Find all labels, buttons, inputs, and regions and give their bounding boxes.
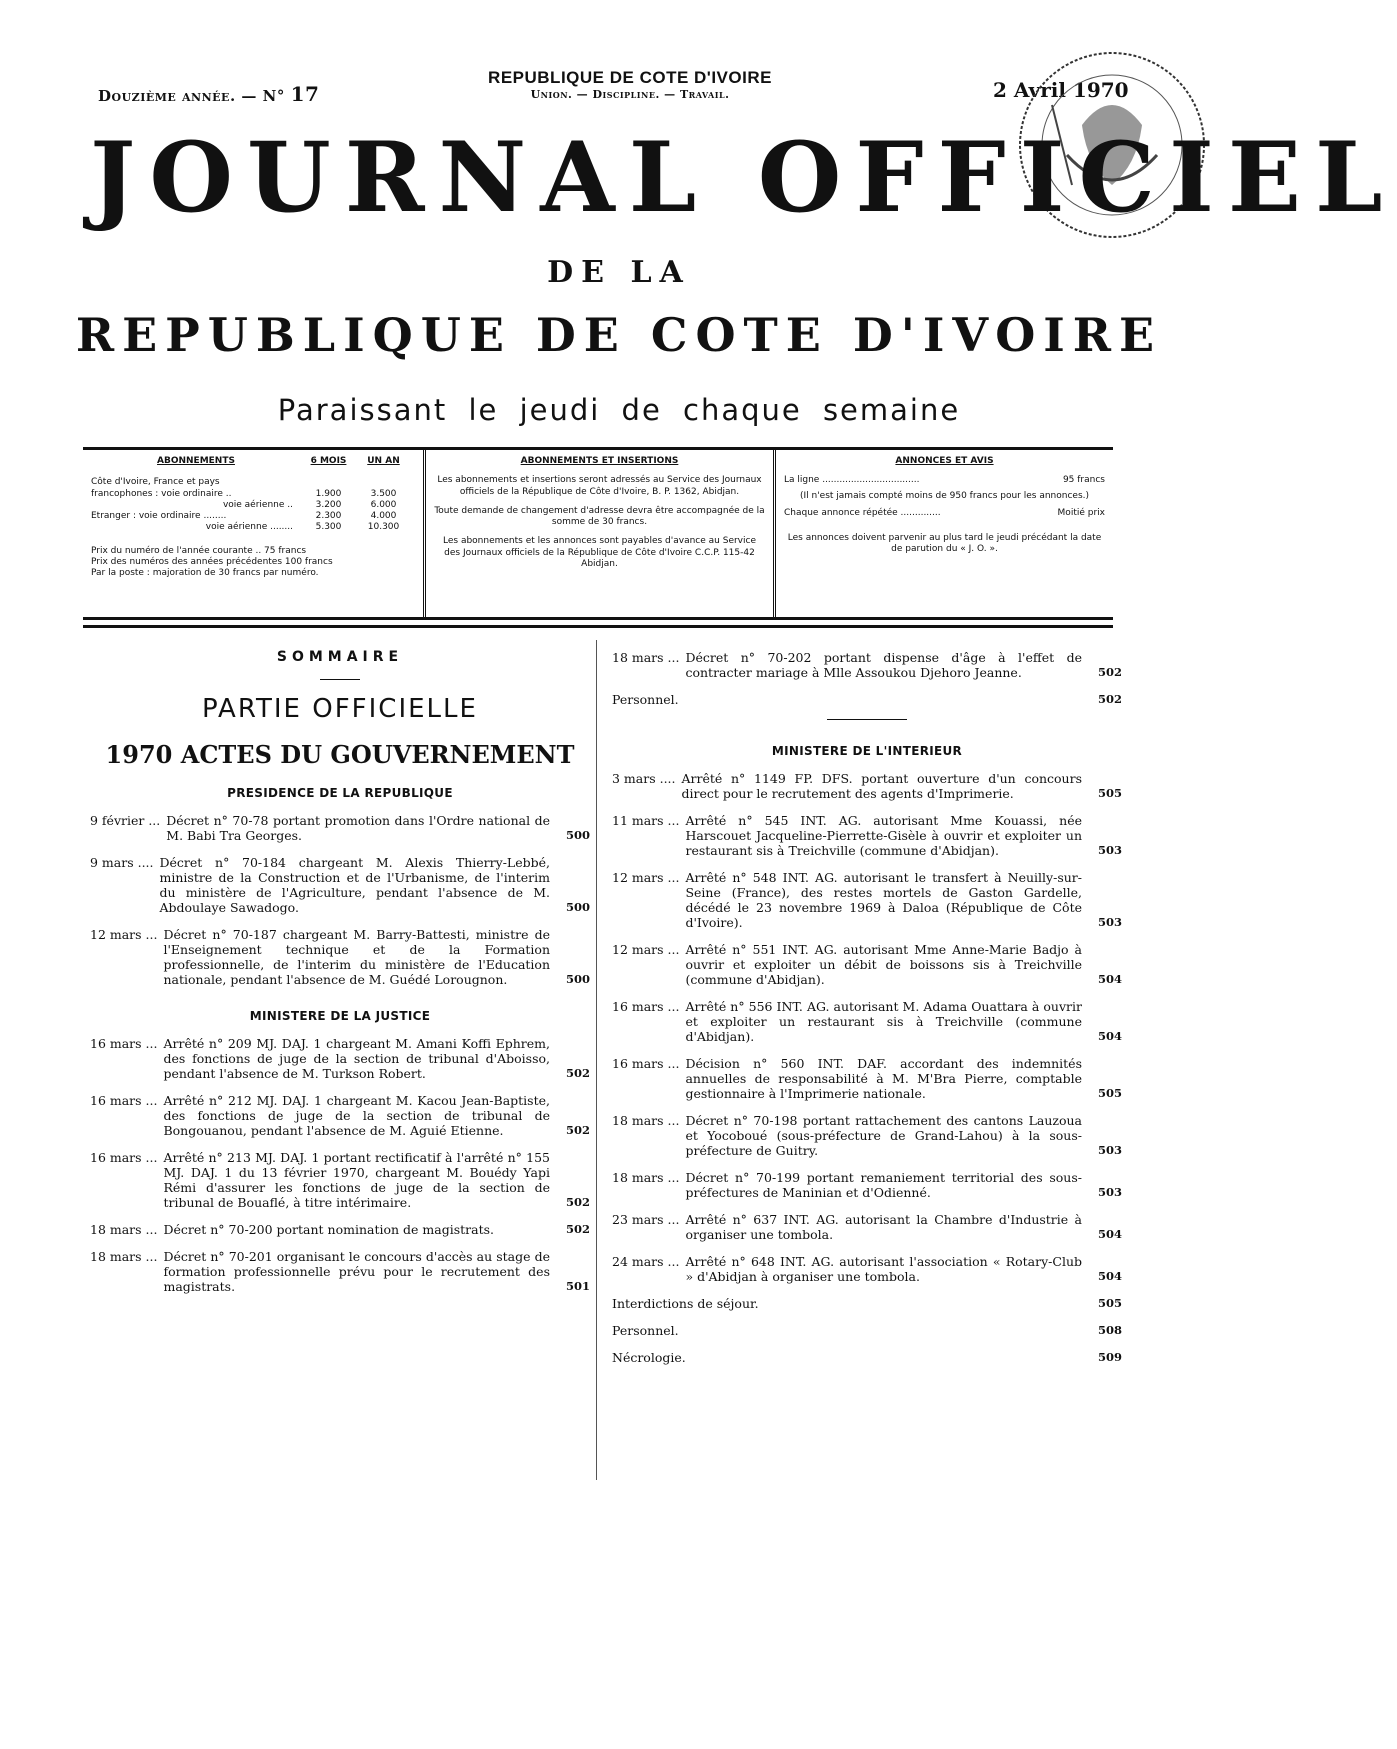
journal-title: JOURNAL OFFICIEL (90, 121, 1397, 234)
entry-text: Décret n° 70-201 organisant le concours d'accès au stage de formation professionnelle prévu pour le recrutement des magistrats. (163, 1249, 550, 1294)
entry-date: 18 mars ... (612, 1170, 680, 1185)
entry-page: 500 (565, 828, 590, 842)
list-item (90, 1036, 590, 1081)
entry-text: Décret n° 70-199 portant remaniement territorial des sous-préfectures de Maninian et d'Odienné. (685, 1170, 1082, 1200)
price-line: Prix du numéro de l'année courante .. 75 francs (91, 545, 307, 556)
list-item (612, 1170, 1122, 1200)
insertions-head: ABONNEMENTS ET INSERTIONS (520, 456, 679, 466)
entry-page: 502 (1097, 665, 1122, 679)
line-price-value: 95 francs (1062, 475, 1105, 486)
list-item (612, 1212, 1122, 1242)
issue-prices (91, 546, 415, 580)
entry-date: 11 mars ... (612, 813, 680, 828)
entry-page: 505 (1097, 1086, 1122, 1100)
entry-text: Décret n° 70-202 portant dispense d'âge à l'effet de contracter mariage à Mlle Assoukou Djehoro Jeanne. (685, 650, 1082, 680)
republic-name: REPUBLIQUE DE COTE D'IVOIRE (488, 68, 772, 87)
journal-de-la: DE LA (547, 255, 691, 290)
entry-text: Arrêté n° 648 INT. AG. autorisant l'association « Rotary-Club » d'Abidjan à organiser une tombola. (685, 1254, 1082, 1284)
rate-row (91, 511, 415, 522)
entry-date: 12 mars ... (612, 942, 680, 957)
entry-page: 501 (565, 1279, 590, 1293)
issue-number: 17 (290, 82, 320, 106)
entry-date: 12 mars ... (90, 927, 158, 942)
entry-page: 502 (565, 1222, 590, 1236)
rate-row (91, 522, 415, 533)
list-item (612, 1056, 1122, 1101)
entry-date: 18 mars ... (612, 650, 680, 665)
entry-date: 16 mars ... (90, 1150, 158, 1165)
entry-page: 505 (1097, 786, 1122, 800)
list-item (612, 650, 1122, 680)
list-item (612, 1113, 1122, 1158)
entry-date: 16 mars ... (90, 1093, 158, 1108)
repeat-price-row (784, 508, 1105, 519)
entry-page: 502 (1097, 692, 1122, 706)
entry-date: 12 mars ... (612, 870, 680, 885)
entry-date: 3 mars .... (612, 771, 676, 786)
entry-page: 502 (565, 1066, 590, 1080)
left-column (90, 650, 590, 1306)
entry-text: Décret n° 70-200 portant nomination de magistrats. (163, 1222, 494, 1237)
sommaire-title: SOMMAIRE (276, 649, 404, 665)
actes-heading: 1970 ACTES DU GOUVERNEMENT (105, 740, 575, 769)
entry-text: Arrêté n° 637 INT. AG. autorisant la Chambre d'Industrie à organiser une tombola. (685, 1212, 1082, 1242)
rate-six: 1.900 (315, 488, 342, 499)
subscriptions-head: ABONNEMENTS (157, 456, 235, 466)
subscription-table (83, 447, 1113, 620)
list-item (612, 813, 1122, 858)
entry-page: 504 (1097, 1029, 1122, 1043)
rate-row (91, 489, 415, 500)
line-price-label: La ligne .................................. (784, 475, 920, 486)
list-item (90, 1222, 590, 1237)
entry-date: 23 mars ... (612, 1212, 680, 1227)
list-item (612, 1254, 1122, 1284)
entry-text: Décret n° 70-198 portant rattachement des cantons Lauzoua et Yocoboué (sous-préfecture de Grand-Lahou) à la sous-préfecture de Guitry. (685, 1113, 1082, 1158)
insertions-paragraph: Les abonnements et les annonces sont payables d'avance au Service des Journaux officiels de la République de Côte d'Ivoire C.C.P. 115-42 Abidjan. (443, 536, 756, 569)
section-heading-presidence: PRESIDENCE DE LA REPUBLIQUE (227, 786, 453, 800)
entry-date: 9 février ... (90, 813, 161, 828)
price-line: Prix des numéros des années précédentes 100 francs (91, 556, 333, 567)
list-item (612, 771, 1122, 801)
entry-text: Arrêté n° 209 MJ. DAJ. 1 chargeant M. Amani Koffi Ephrem, des fonctions de juge de la section de tribunal d'Aboisso, pendant l'absence de M. Turkson Robert. (163, 1036, 550, 1081)
entry-date: 16 mars ... (612, 1056, 680, 1071)
rate-six: 5.300 (315, 522, 342, 533)
entry-page: 508 (1097, 1323, 1122, 1337)
entry-text: Nécrologie. (612, 1350, 686, 1365)
entry-text: Personnel. (612, 1323, 679, 1338)
entry-page: 505 (1097, 1296, 1122, 1310)
price-line: Par la poste : majoration de 30 francs par numéro. (91, 568, 319, 578)
entry-page: 500 (565, 972, 590, 986)
column-divider (596, 640, 597, 1480)
entry-date: 24 mars ... (612, 1254, 680, 1269)
partie-officielle: PARTIE OFFICIELLE (202, 694, 478, 724)
entry-text: Arrêté n° 556 INT. AG. autorisant M. Adama Ouattara à ouvrir et exploiter un restaurant sis à Treichville (commune d'Abidjan). (685, 999, 1082, 1044)
entry-page: 504 (1097, 1269, 1122, 1283)
entry-date: 16 mars ... (612, 999, 680, 1014)
issue-label (98, 82, 319, 106)
insertions-paragraph: Toute demande de changement d'adresse devra être accompagnée de la somme de 30 francs. (434, 505, 765, 527)
entry-text: Décret n° 70-184 chargeant M. Alexis Thierry-Lebbé, ministre de la Construction et de l'Urbanisme, de l'interim du ministère de l'Agriculture, pendant l'absence de M. Abdoulaye Sawadogo. (159, 855, 550, 915)
entry-page: 503 (1097, 915, 1122, 929)
list-item (612, 1296, 1122, 1311)
section-heading-justice: MINISTERE DE LA JUSTICE (249, 1009, 431, 1023)
entry-date: 18 mars ... (612, 1113, 680, 1128)
rate-six: 3.200 (315, 499, 342, 510)
entry-text: Arrêté n° 545 INT. AG. autorisant Mme Kouassi, née Harscouet Jacqueline-Pierrette-Gisèle à ouvrir et exploiter un restaurant sis à Treichville (commune d'Abidjan). (685, 813, 1082, 858)
list-item (90, 855, 590, 915)
entry-page: 502 (565, 1123, 590, 1137)
six-months-head: 6 MOIS (310, 456, 347, 466)
entry-text: Arrêté n° 213 MJ. DAJ. 1 portant rectificatif à l'arrêté n° 155 MJ. DAJ. 1 du 13 février 1970, chargeant M. Bouédy Yapi Rémi d'assurer les fonctions de juge de la section de tribunal de Bouaflé, à titre intérimaire. (163, 1150, 550, 1210)
right-column (612, 650, 1122, 1377)
entry-page: 500 (565, 900, 590, 914)
section-heading-interieur: MINISTERE DE L'INTERIEUR (771, 744, 963, 758)
subscriptions-column (83, 450, 423, 617)
minimum-note: (Il n'est jamais compté moins de 950 francs pour les annonces.) (799, 490, 1090, 501)
entry-text: Arrêté n° 551 INT. AG. autorisant Mme Anne-Marie Badjo à ouvrir et exploiter un débit de boissons sis à Treichville (commune d'Abidjan). (685, 942, 1082, 987)
entry-date: 16 mars ... (90, 1036, 158, 1051)
rate-year: 3.500 (370, 488, 397, 499)
entry-page: 503 (1097, 843, 1122, 857)
subscriptions-heads (91, 456, 415, 467)
entry-text: Décision n° 560 INT. DAF. accordant des indemnités annuelles de responsabilité à M. M'Bra Pierre, comptable gestionnaire à l'Imprimerie nationale. (685, 1056, 1082, 1101)
issue-date: 2 Avril 1970 (993, 78, 1129, 102)
insertions-paragraph: Les abonnements et insertions seront adressés au Service des Journaux officiels de la République de Côte d'Ivoire, B. P. 1362, Abidjan. (437, 475, 762, 497)
heavy-rule (83, 625, 1113, 628)
rate-year: 4.000 (370, 511, 397, 521)
rate-year: 6.000 (370, 499, 397, 510)
list-item (90, 1150, 590, 1210)
entry-page: 503 (1097, 1143, 1122, 1157)
entry-text: Arrêté n° 548 INT. AG. autorisant le transfert à Neuilly-sur-Seine (France), des restes mortels de Gaston Gardelle, décédé le 23 novembre 1969 à Daloa (République de Côte d'Ivoire). (685, 870, 1082, 930)
header-center (430, 68, 830, 101)
national-motto: Union. — Discipline. — Travail. (530, 88, 730, 101)
list-item (612, 942, 1122, 987)
subscription-intro: Côte d'Ivoire, France et pays (91, 477, 220, 488)
entry-page: 509 (1097, 1350, 1122, 1364)
entry-text: Interdictions de séjour. (612, 1296, 759, 1311)
line-price-row (784, 475, 1105, 486)
entry-date: 18 mars ... (90, 1222, 158, 1237)
announcements-column (773, 450, 1113, 617)
entry-page: 503 (1097, 1185, 1122, 1199)
repeat-price-value: Moitié prix (1057, 507, 1105, 518)
entry-page: 504 (1097, 1227, 1122, 1241)
list-item (90, 1093, 590, 1138)
entry-page: 502 (565, 1195, 590, 1209)
issue-label-text: Douzième année. — N° (98, 87, 285, 105)
list-item (90, 927, 590, 987)
list-item (612, 1350, 1122, 1365)
entry-text: Arrêté n° 212 MJ. DAJ. 1 chargeant M. Kacou Jean-Baptiste, des fonctions de juge de la section de tribunal de Bongouanou, pendant l'absence de M. Aguié Etienne. (163, 1093, 550, 1138)
rate-label: voie aérienne ........ (205, 522, 293, 533)
short-rule (320, 679, 360, 680)
entry-date: 9 mars .... (90, 855, 154, 870)
rate-year: 10.300 (367, 522, 400, 533)
section-divider (827, 719, 907, 720)
list-item (612, 692, 1122, 707)
list-item (90, 1249, 590, 1294)
entry-text: Décret n° 70-78 portant promotion dans l'Ordre national de M. Babi Tra Georges. (166, 813, 550, 843)
publication-frequency: Paraissant le jeudi de chaque semaine (277, 393, 961, 427)
rate-label: Etranger : voie ordinaire ........ (91, 511, 227, 521)
list-item (612, 999, 1122, 1044)
rate-label: voie aérienne .. (222, 499, 293, 510)
rate-label: francophones : voie ordinaire .. (91, 488, 232, 499)
entry-text: Personnel. (612, 692, 679, 707)
entry-text: Décret n° 70-187 chargeant M. Barry-Battesti, ministre de l'Enseignement technique et de la Formation professionnelle, de l'interim du ministère de l'Education nationale, pendant l'absence de M. Guédé Lorougnon. (163, 927, 550, 987)
entry-page: 504 (1097, 972, 1122, 986)
list-item (90, 813, 590, 843)
announcements-head: ANNONCES ET AVIS (895, 456, 994, 466)
deadline-note: Les annonces doivent parvenir au plus tard le jeudi précédant la date de parution du « J. O. ». (787, 533, 1102, 555)
insertions-column (423, 450, 773, 617)
repeat-price-label: Chaque annonce répétée .............. (784, 507, 941, 518)
one-year-head: UN AN (367, 456, 400, 466)
rate-row (91, 500, 415, 511)
journal-republic: REPUBLIQUE DE COTE D'IVOIRE (75, 308, 1163, 362)
entry-date: 18 mars ... (90, 1249, 158, 1264)
entry-text: Arrêté n° 1149 FP. DFS. portant ouverture d'un concours direct pour le recrutement des agents d'Imprimerie. (681, 771, 1082, 801)
list-item (612, 1323, 1122, 1338)
list-item (612, 870, 1122, 930)
rate-six: 2.300 (315, 511, 342, 521)
